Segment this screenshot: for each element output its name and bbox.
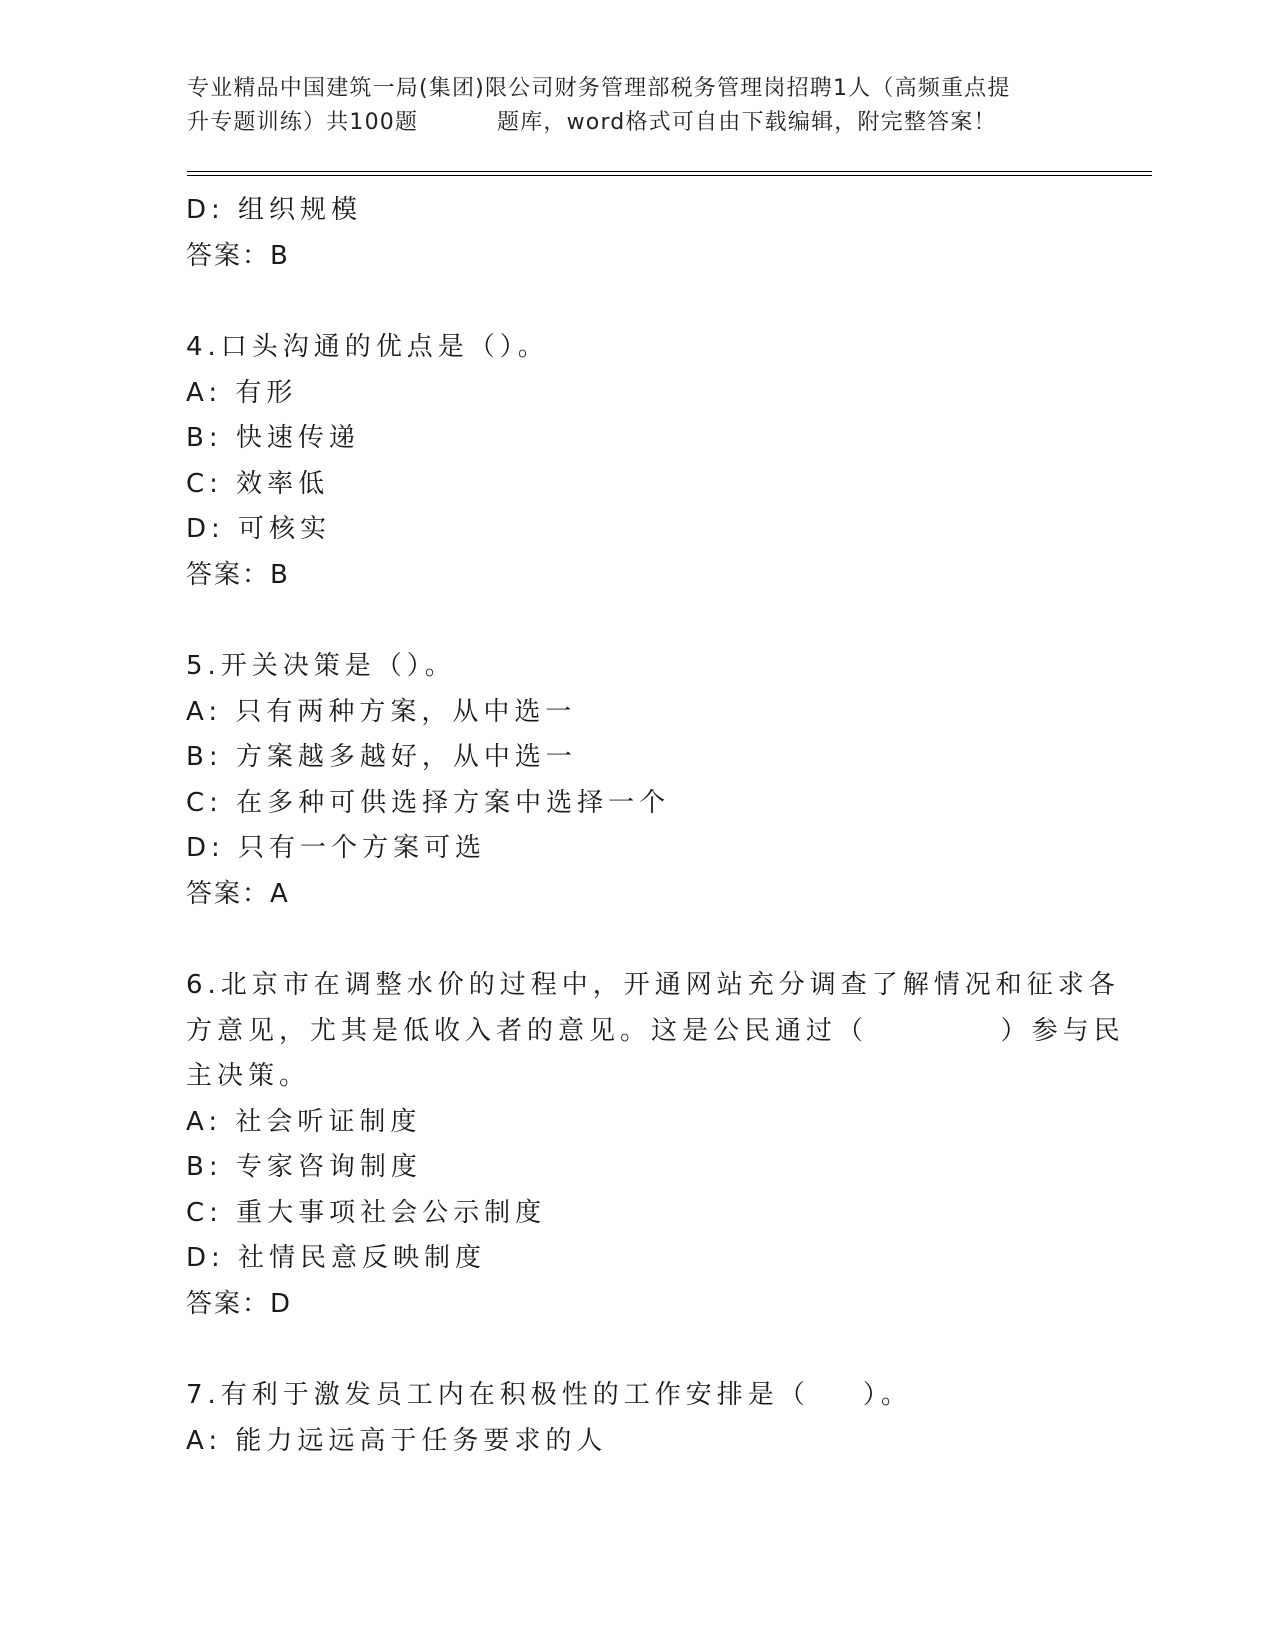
header-rule-thin xyxy=(187,175,1152,176)
header-line-1: 专业精品中国建筑一局(集团)限公司财务管理部税务管理岗招聘1人（高频重点提 xyxy=(187,76,1011,101)
answer: 答案：B xyxy=(186,559,290,590)
question-stem-line-1: 6.北京市在调整水价的过程中，开通网站充分调查了解情况和征求各 xyxy=(186,970,1120,1000)
question-6 xyxy=(186,963,1125,1327)
option-a: A: 社会听证制度 xyxy=(186,1106,422,1137)
question-stem-line-3: 主决策。 xyxy=(186,1061,311,1091)
option-d: D: 只有一个方案可选 xyxy=(186,833,487,863)
question-stem: 5.开关决策是（）。 xyxy=(186,651,456,681)
option-a: A: 只有两种方案，从中选一 xyxy=(186,696,577,727)
answer: 答案：A xyxy=(186,878,290,909)
answer: 答案：D xyxy=(186,1288,293,1319)
option-d: D: 社情民意反映制度 xyxy=(186,1243,487,1273)
option-b: B: 专家咨询制度 xyxy=(186,1152,422,1182)
option-d: D: 组织规模 xyxy=(186,195,363,225)
question-5 xyxy=(186,644,1086,917)
option-c: C: 重大事项社会公示制度 xyxy=(186,1197,547,1228)
answer: 答案：B xyxy=(186,240,290,271)
option-a: A: 能力远远高于任务要求的人 xyxy=(186,1425,608,1456)
question-list xyxy=(186,188,1125,1464)
option-c: C: 在多种可供选择方案中选择一个 xyxy=(186,787,671,818)
option-a: A: 有形 xyxy=(186,377,298,408)
page-header xyxy=(187,72,1087,140)
option-d: D: 可核实 xyxy=(186,514,332,544)
option-b: B: 快速传递 xyxy=(186,423,360,453)
question-stem: 4.口头沟通的优点是（）。 xyxy=(186,332,549,362)
header-rule-thick xyxy=(187,171,1152,172)
question-7 xyxy=(186,1373,1086,1464)
header-line-2 xyxy=(187,106,1087,140)
question-4 xyxy=(186,325,1086,598)
question-stem-line-2: 方意见，尤其是低收入者的意见。这是公民通过（ ）参与民 xyxy=(186,1015,1125,1046)
header-line-2-right: 题库，word格式可自由下载编辑，附完整答案！ xyxy=(497,110,997,135)
header-line-2-left: 升专题训练）共100题 xyxy=(187,110,419,135)
option-c: C: 效率低 xyxy=(186,468,330,499)
question-stem: 7.有利于激发员工内在积极性的工作安排是（ ）。 xyxy=(186,1380,912,1410)
option-b: B: 方案越多越好，从中选一 xyxy=(186,742,577,772)
